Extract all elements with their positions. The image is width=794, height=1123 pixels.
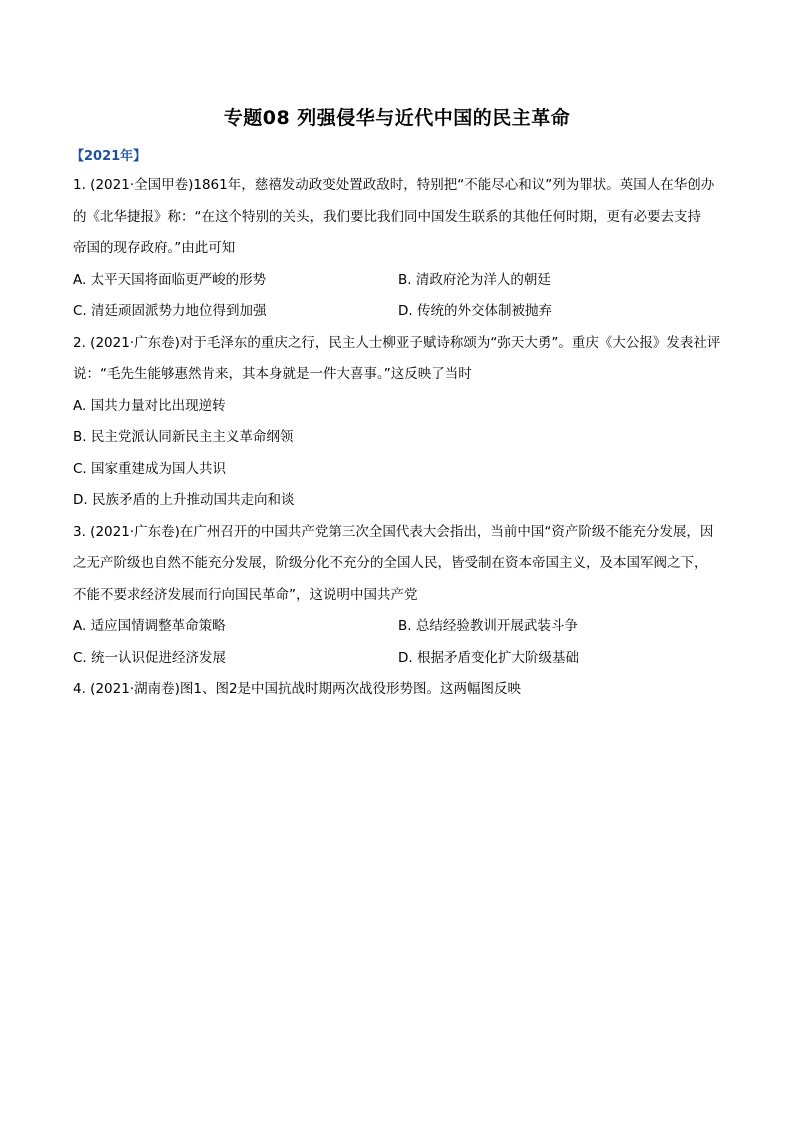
question-1-option-a: A. 太平天国将面临更严峻的形势	[73, 271, 267, 288]
question-3-options	[73, 643, 723, 675]
question-3-line: 不能不要求经济发展而行向国民革命”，这说明中国共产党	[73, 586, 418, 603]
question-list	[73, 170, 723, 706]
question-3-option-b: B. 总结经验教训开展武装斗争	[398, 618, 578, 634]
question-1-line: 的《北华捷报》称：“在这个特别的关头，我们要比我们同中国发生联系的其他任何时期，更有必要去支持	[73, 208, 701, 225]
question-3-option-a: A. 适应国情调整革命策略	[73, 618, 226, 634]
question-3-option-c: C. 统一认识促进经济发展	[73, 649, 227, 666]
question-2-option-a: A. 国共力量对比出现逆转	[73, 397, 226, 414]
question-3-line: 之无产阶级也自然不能充分发展，阶级分化不充分的全国人民，皆受制在资本帝国主义，及本国军阀之下，	[73, 555, 708, 571]
question-1-line: 1. (2021·全国甲卷)1861年，慈禧发动政变处置政敌时，特别把“不能尽心和议”列为罪状。英国人在华创办	[73, 177, 715, 193]
question-2-line: 说：“毛先生能够惠然肯来，其本身就是一件大喜事。”这反映了当时	[73, 366, 472, 382]
question-3-options	[73, 611, 723, 643]
question-2-option-d: D. 民族矛盾的上升推动国共走向和谈	[73, 492, 295, 508]
question-1-stem	[73, 170, 723, 265]
question-1-option-b: B. 清政府沦为洋人的朝廷	[398, 271, 551, 288]
section-heading: 【2021年】	[71, 149, 147, 164]
question-2-stem	[73, 328, 723, 391]
question-1-options	[73, 296, 723, 328]
question-1-line: 帝国的现存政府。”由此可知	[73, 240, 236, 256]
question-2-line: 2. (2021·广东卷)对于毛泽东的重庆之行，民主人士柳亚子赋诗称颂为“弥天大勇”。重庆《大公报》发表社评	[73, 334, 721, 351]
question-1-option-c: C. 清廷顽固派势力地位得到加强	[73, 303, 267, 319]
question-2-option-b: B. 民主党派认同新民主主义革命纲领	[73, 429, 294, 445]
question-1-options	[73, 265, 723, 297]
document-title: 专题08 列强侵华与近代中国的民主革命	[223, 107, 571, 129]
question-2-option-c: C. 国家重建成为国人共识	[73, 460, 227, 477]
question-3-option-d: D. 根据矛盾变化扩大阶级基础	[398, 649, 579, 666]
question-1-option-d: D. 传统的外交体制被抛弃	[398, 303, 552, 319]
question-4-stem	[73, 674, 723, 706]
question-3-line: 3. (2021·广东卷)在广州召开的中国共产党第三次全国代表大会指出，当前中国“资产阶级不能充分发展，因	[73, 523, 714, 540]
question-3-stem	[73, 517, 723, 612]
question-4-line: 4. (2021·湖南卷)图1、图2是中国抗战时期两次战役形势图。这两幅图反映	[73, 681, 522, 697]
